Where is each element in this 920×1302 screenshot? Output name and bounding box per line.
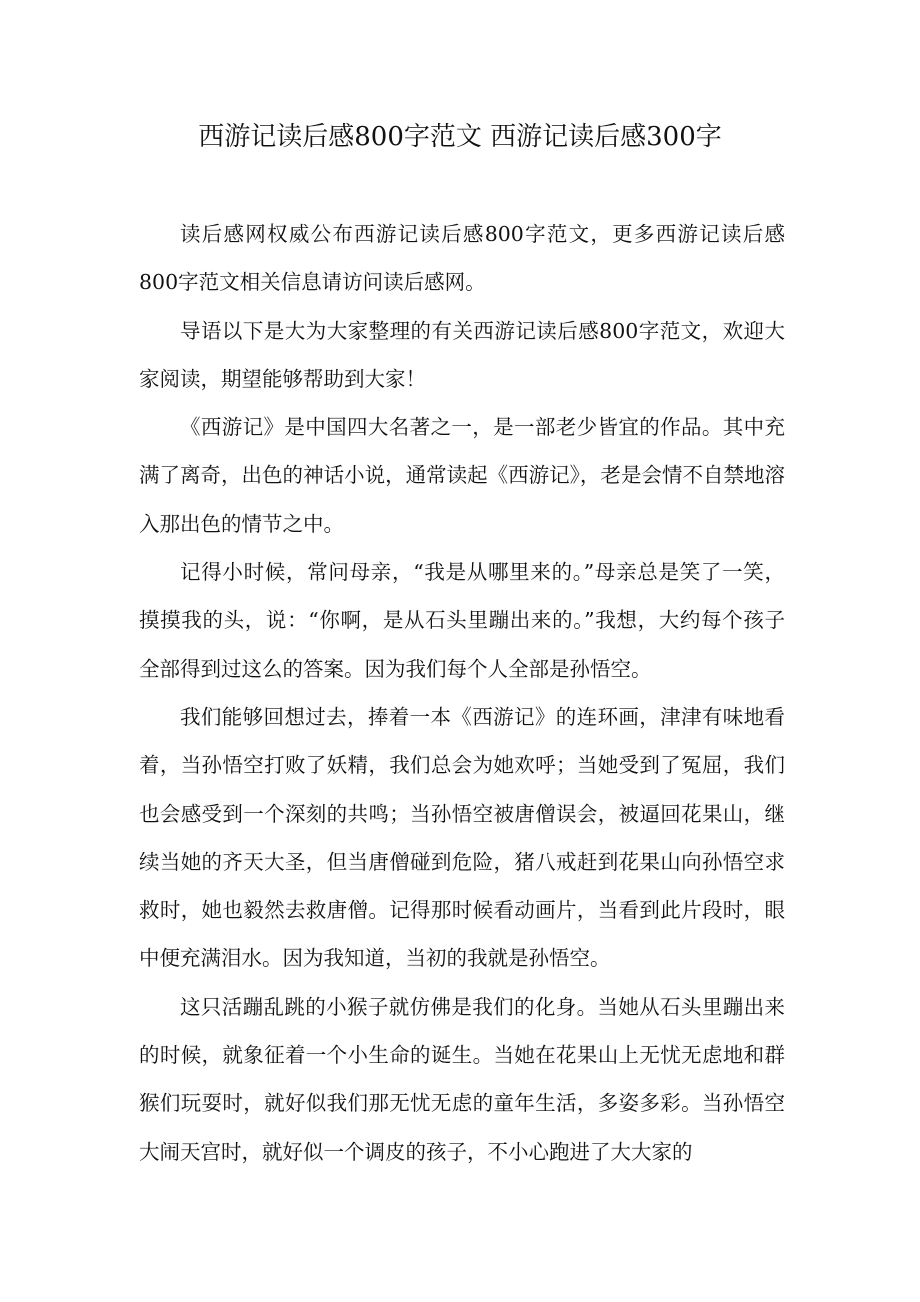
paragraph-guide: 导语以下是大为大家整理的有关西游记读后感800字范文，欢迎大家阅读，期望能够帮助到大家！ (139, 318, 785, 391)
article-body (139, 210, 785, 1176)
paragraph-monkey: 这只活蹦乱跳的小猴子就仿佛是我们的化身。当她从石头里蹦出来的时候，就象征着一个小生命的诞生。当她在花果山上无忧无虑地和群猴们玩耍时，就好似我们那无忧无虑的童年生活，多姿多彩。当孙悟空大闹天宫时，就好似一个调皮的孩子，不小心跑进了大大家的 (139, 994, 785, 1164)
paragraph-intro: 读后感网权威公布西游记读后感800字范文，更多西游记读后感800字范文相关信息请访问读后感网。 (139, 222, 785, 295)
paragraph-memory: 我们能够回想过去，捧着一本《西游记》的连环画，津津有味地看着，当孙悟空打败了妖精，我们总会为她欢呼；当她受到了冤屈，我们也会感受到一个深刻的共鸣；当孙悟空被唐僧误会，被逼回花果山，继续当她的齐天大圣，但当唐僧碰到危险，猪八戒赶到花果山向孙悟空求救时，她也毅然去救唐僧。记得那时候看动画片，当看到此片段时，眼中便充满泪水。因为我知道，当初的我就是孙悟空。 (139, 704, 785, 971)
paragraph-childhood: 记得小时候，常问母亲，“我是从哪里来的。”母亲总是笑了一笑，摸摸我的头，说：“你啊，是从石头里蹦出来的。”我想，大约每个孩子全部得到过这么的答案。因为我们每个人全部是孙悟空。 (139, 560, 785, 681)
paragraph-book: 《西游记》是中国四大名著之一，是一部老少皆宜的作品。其中充满了离奇，出色的神话小说，通常读起《西游记》，老是会情不自禁地溶入那出色的情节之中。 (139, 415, 785, 536)
page-title: 西游记读后感800字范文 西游记读后感300字 (198, 122, 722, 152)
